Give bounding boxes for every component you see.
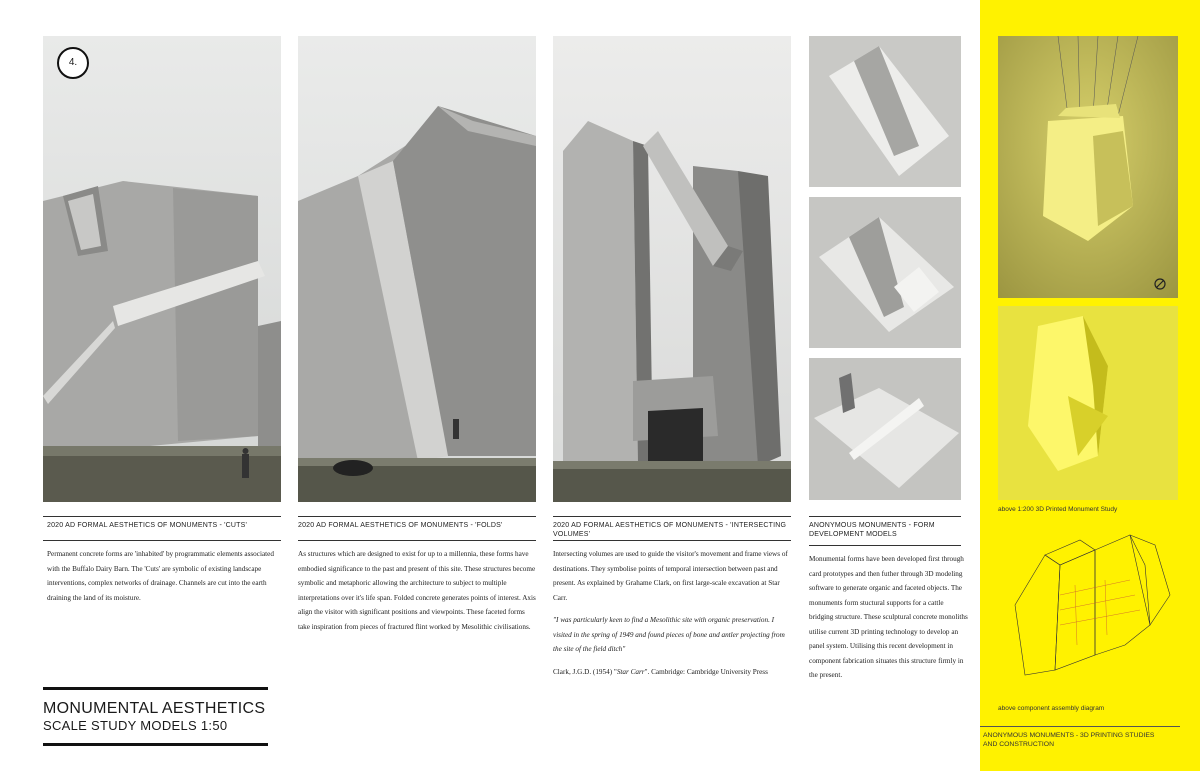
photo-intersecting-volumes [553, 36, 791, 502]
title-block [43, 687, 268, 746]
photo-cuts [43, 36, 281, 502]
card-model-photo-3 [809, 358, 961, 500]
caption-form-development: ANONYMOUS MONUMENTS - FORM DEVELOPMENT MODELS [809, 522, 935, 538]
yellow-panel-footer: ANONYMOUS MONUMENTS - 3D PRINTING STUDIES AND CONSTRUCTION [983, 732, 1155, 748]
paragraph: As structures which are designed to exist for up to a millennia, these forms have embodied significance to the past and present of this site. These structures become symbolic and metaphoric allowing the architecture to subject to multiple interpretations over it's life span. Folded concrete generates points of interest. Axis align the visitor with significant positions and viewpoints. These faceted forms take inspiration from pieces of fractured flint worked by Mesolithic civilisations. [298, 550, 536, 631]
card-model-photo-2 [809, 197, 961, 348]
printed-monument-photo-2 [998, 306, 1178, 500]
title-sub: SCALE STUDY MODELS 1:50 [43, 718, 228, 733]
sheet-number: 4. [57, 47, 89, 79]
paragraph: Monumental forms have been developed first through card prototypes and then futher through 3D modeling software to generate organic and faceted objects. The monuments form stuctural supports for a cattle bridging structure. These sculptural concrete monoliths utilise current 3D printing technology to develop an panel system. Utilising this recent development in component fabrication situates this structure firmly in the present. [809, 555, 968, 679]
title-bar-top [43, 687, 268, 690]
assembly-diagram-caption: above component assembly diagram [998, 705, 1105, 712]
body-text-cuts [47, 547, 281, 613]
body-text-intersecting-volumes [553, 547, 793, 687]
photo-folds [298, 36, 536, 502]
body-text-form-development [809, 552, 969, 691]
title-bar-bottom [43, 743, 268, 746]
citation: Clark, J.G.D. (1954) "Star Carr". Cambridge: Cambridge University Press [553, 667, 768, 676]
caption-folds: 2020 AD FORMAL AESTHETICS OF MONUMENTS - 'FOLDS' [298, 522, 503, 529]
paragraph: Intersecting volumes are used to guide the visitor's movement and frame views of destinations. They symbolise points of temporal intersection between past and present. As explained by Grahame Clark, on first large-scale excavation at Star Carr. [553, 550, 788, 602]
body-text-folds [298, 547, 538, 642]
title-main: MONUMENTAL AESTHETICS [43, 700, 266, 717]
component-assembly-diagram [1005, 525, 1175, 695]
caption-cuts: 2020 AD FORMAL AESTHETICS OF MONUMENTS - 'CUTS' [47, 522, 248, 529]
quote: "I was particularly keen to find a Mesolithic site with organic preservation. I visited in the spring of 1949 and found pieces of bone and antler projecting from the site of the field ditch" [553, 616, 785, 653]
card-model-photo-1 [809, 36, 961, 187]
paragraph: Permanent concrete forms are 'inhabited' by programmatic elements associated with the Buffalo Dairy Barn. The 'Cuts' are symbolic of existing landscape interventions, complex networks of drainage. Channels are cut into the earth draining the land of its moisture. [47, 550, 274, 602]
caption-intersecting-volumes: 2020 AD FORMAL AESTHETICS OF MONUMENTS - 'INTERSECTING VOLUMES' [553, 522, 787, 538]
printed-study-caption: above 1:200 3D Printed Monument Study [998, 506, 1118, 513]
printed-monument-photo [998, 36, 1178, 298]
